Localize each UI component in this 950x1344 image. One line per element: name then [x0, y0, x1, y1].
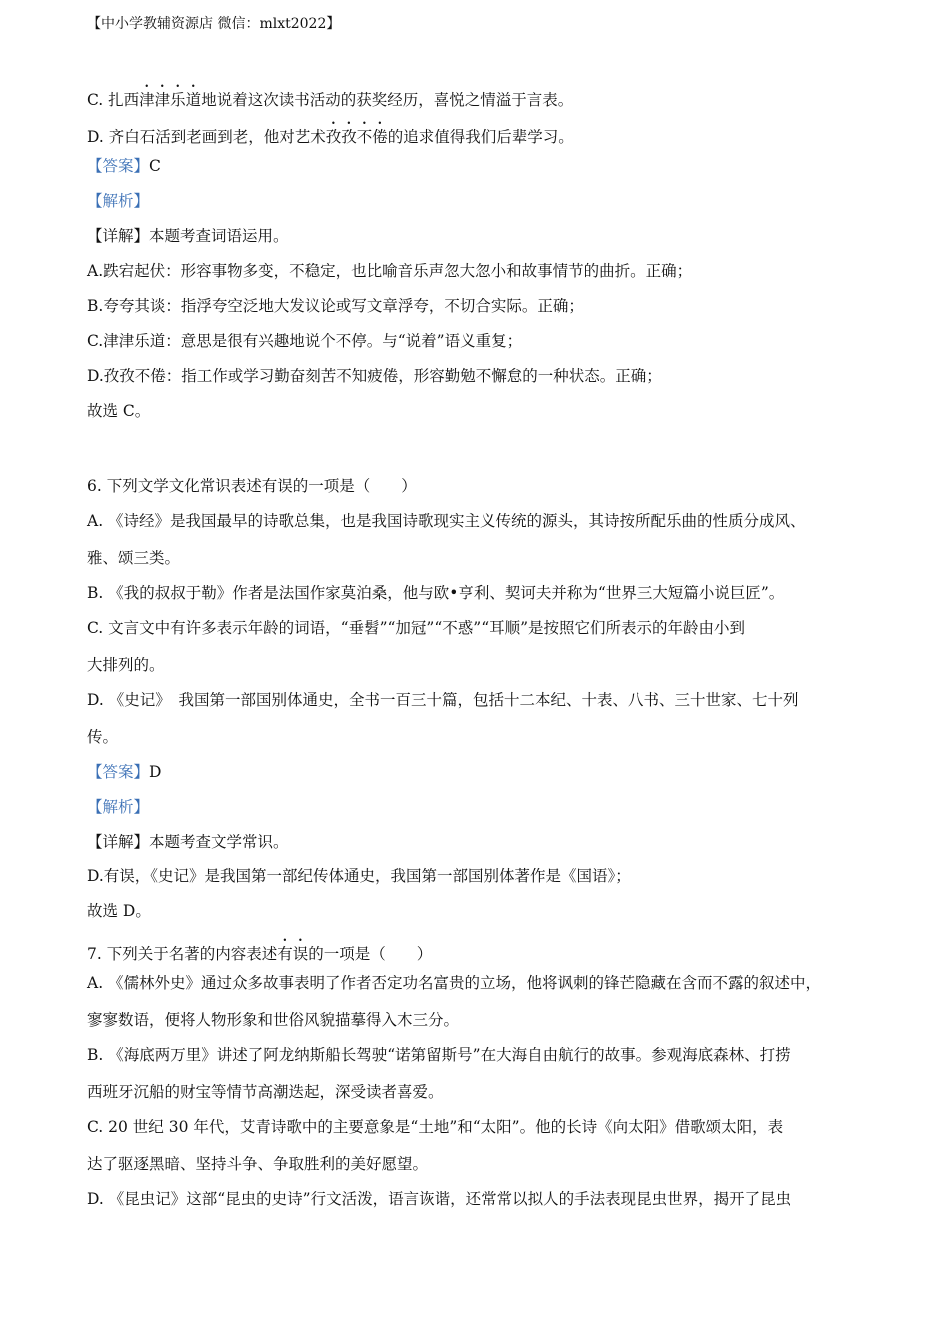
answer-value: C	[149, 157, 161, 175]
q5-analysis-label: 【解析】	[87, 192, 150, 210]
q5-option-c-text: C. 扎西	[87, 91, 140, 109]
q5-detail: 【详解】本题考查词语运用。	[87, 227, 289, 245]
q6-option-b: B. 《我的叔叔于勒》作者是法国作家莫泊桑，他与欧•亨利、契诃夫并称为“世界三大短篇小说巨匠”。	[87, 584, 785, 602]
q7-option-a-line2: 寥寥数语，便将人物形象和世俗风貌描摹得入木三分。	[87, 1011, 460, 1029]
q7-title-text: 7. 下列关于名著的内容表述	[87, 945, 278, 963]
q5-option-d-text-end: 的追求值得我们后辈学习。	[387, 128, 574, 146]
q5-explain-a: A.跌宕起伏：形容事物多变，不稳定，也比喻音乐声忽大忽小和故事情节的曲折。正确；	[87, 262, 693, 280]
q5-option-d-text: D. 齐白石活到老画到老，他对艺术	[87, 128, 326, 146]
q7-title-emphasis: 有误	[277, 945, 309, 963]
q6-option-c-line2: 大排列的。	[87, 656, 165, 674]
q6-option-d-line2: 传。	[87, 728, 119, 746]
q6-option-d-line1: D. 《史记》 我国第一部国别体通史，全书一百三十篇，包括十二本纪、十表、八书、三十世家、七十列	[87, 691, 799, 709]
q7-title	[87, 936, 432, 964]
page-header: 【中小学教辅资源店 微信：mlxt2022】	[87, 16, 341, 32]
answer-label: 【答案】	[87, 763, 150, 781]
q7-option-b-line2: 西班牙沉船的财宝等情节高潮迭起，深受读者喜爱。	[87, 1083, 444, 1101]
q6-title: 6. 下列文学文化常识表述有误的一项是（ ）	[87, 477, 417, 495]
q5-answer	[87, 156, 161, 176]
q5-explain-d: D.孜孜不倦：指工作或学习勤奋刻苦不知疲倦，形容勤勉不懈怠的一种状态。正确；	[87, 367, 662, 385]
q5-option-d-emphasis: 孜孜不倦	[325, 128, 388, 146]
q7-option-b-line1: B. 《海底两万里》讲述了阿龙纳斯船长驾驶“诺第留斯号”在大海自由航行的故事。参观海底森林、打捞	[87, 1046, 791, 1064]
q6-conclusion: 故选 D。	[87, 902, 151, 920]
q5-option-c	[87, 82, 573, 110]
q7-option-a-line1: A. 《儒林外史》通过众多故事表明了作者否定功名富贵的立场，他将讽刺的锋芒隐藏在含而不露的叙述中，	[87, 974, 822, 992]
q5-explain-b: B.夸夸其谈：指浮夸空泛地大发议论或写文章浮夸，不切合实际。正确；	[87, 297, 584, 315]
q6-option-a-line2: 雅、颂三类。	[87, 549, 181, 567]
answer-label: 【答案】	[87, 157, 150, 175]
q6-option-c-line1: C. 文言文中有许多表示年龄的词语，“垂髫”“加冠”“不惑”“耳顺”是按照它们所表示的年龄由小到	[87, 619, 746, 637]
q7-option-c-line1: C. 20 世纪 30 年代，艾青诗歌中的主要意象是“土地”和“太阳”。他的长诗《向太阳》借歌颂太阳，表	[87, 1118, 784, 1136]
q6-analysis-label: 【解析】	[87, 798, 150, 816]
q6-detail: 【详解】本题考查文学常识。	[87, 833, 289, 851]
answer-value: D	[149, 763, 162, 781]
q5-explain-c: C.津津乐道：意思是很有兴趣地说个不停。与“说着”语义重复；	[87, 332, 523, 350]
q7-option-d-line1: D. 《昆虫记》这部“昆虫的史诗”行文活泼，语言诙谐，还常常以拟人的手法表现昆虫世界，揭开了昆虫	[87, 1190, 792, 1208]
q6-option-a-line1: A. 《诗经》是我国最早的诗歌总集，也是我国诗歌现实主义传统的源头，其诗按所配乐曲的性质分成风、	[87, 512, 806, 530]
q5-option-c-emphasis: 津津乐道	[139, 91, 202, 109]
q7-option-c-line2: 达了驱逐黑暗、坚持斗争、争取胜利的美好愿望。	[87, 1155, 429, 1173]
q6-explain: D.有误，《史记》是我国第一部纪传体通史，我国第一部国别体著作是《国语》；	[87, 867, 631, 885]
q5-conclusion: 故选 C。	[87, 402, 151, 420]
q5-option-d	[87, 119, 574, 147]
q7-title-text-end: 的一项是（ ）	[308, 945, 433, 963]
q5-option-c-text-end: 地说着这次读书活动的获奖经历，喜悦之情溢于言表。	[201, 91, 574, 109]
q6-answer	[87, 762, 161, 782]
